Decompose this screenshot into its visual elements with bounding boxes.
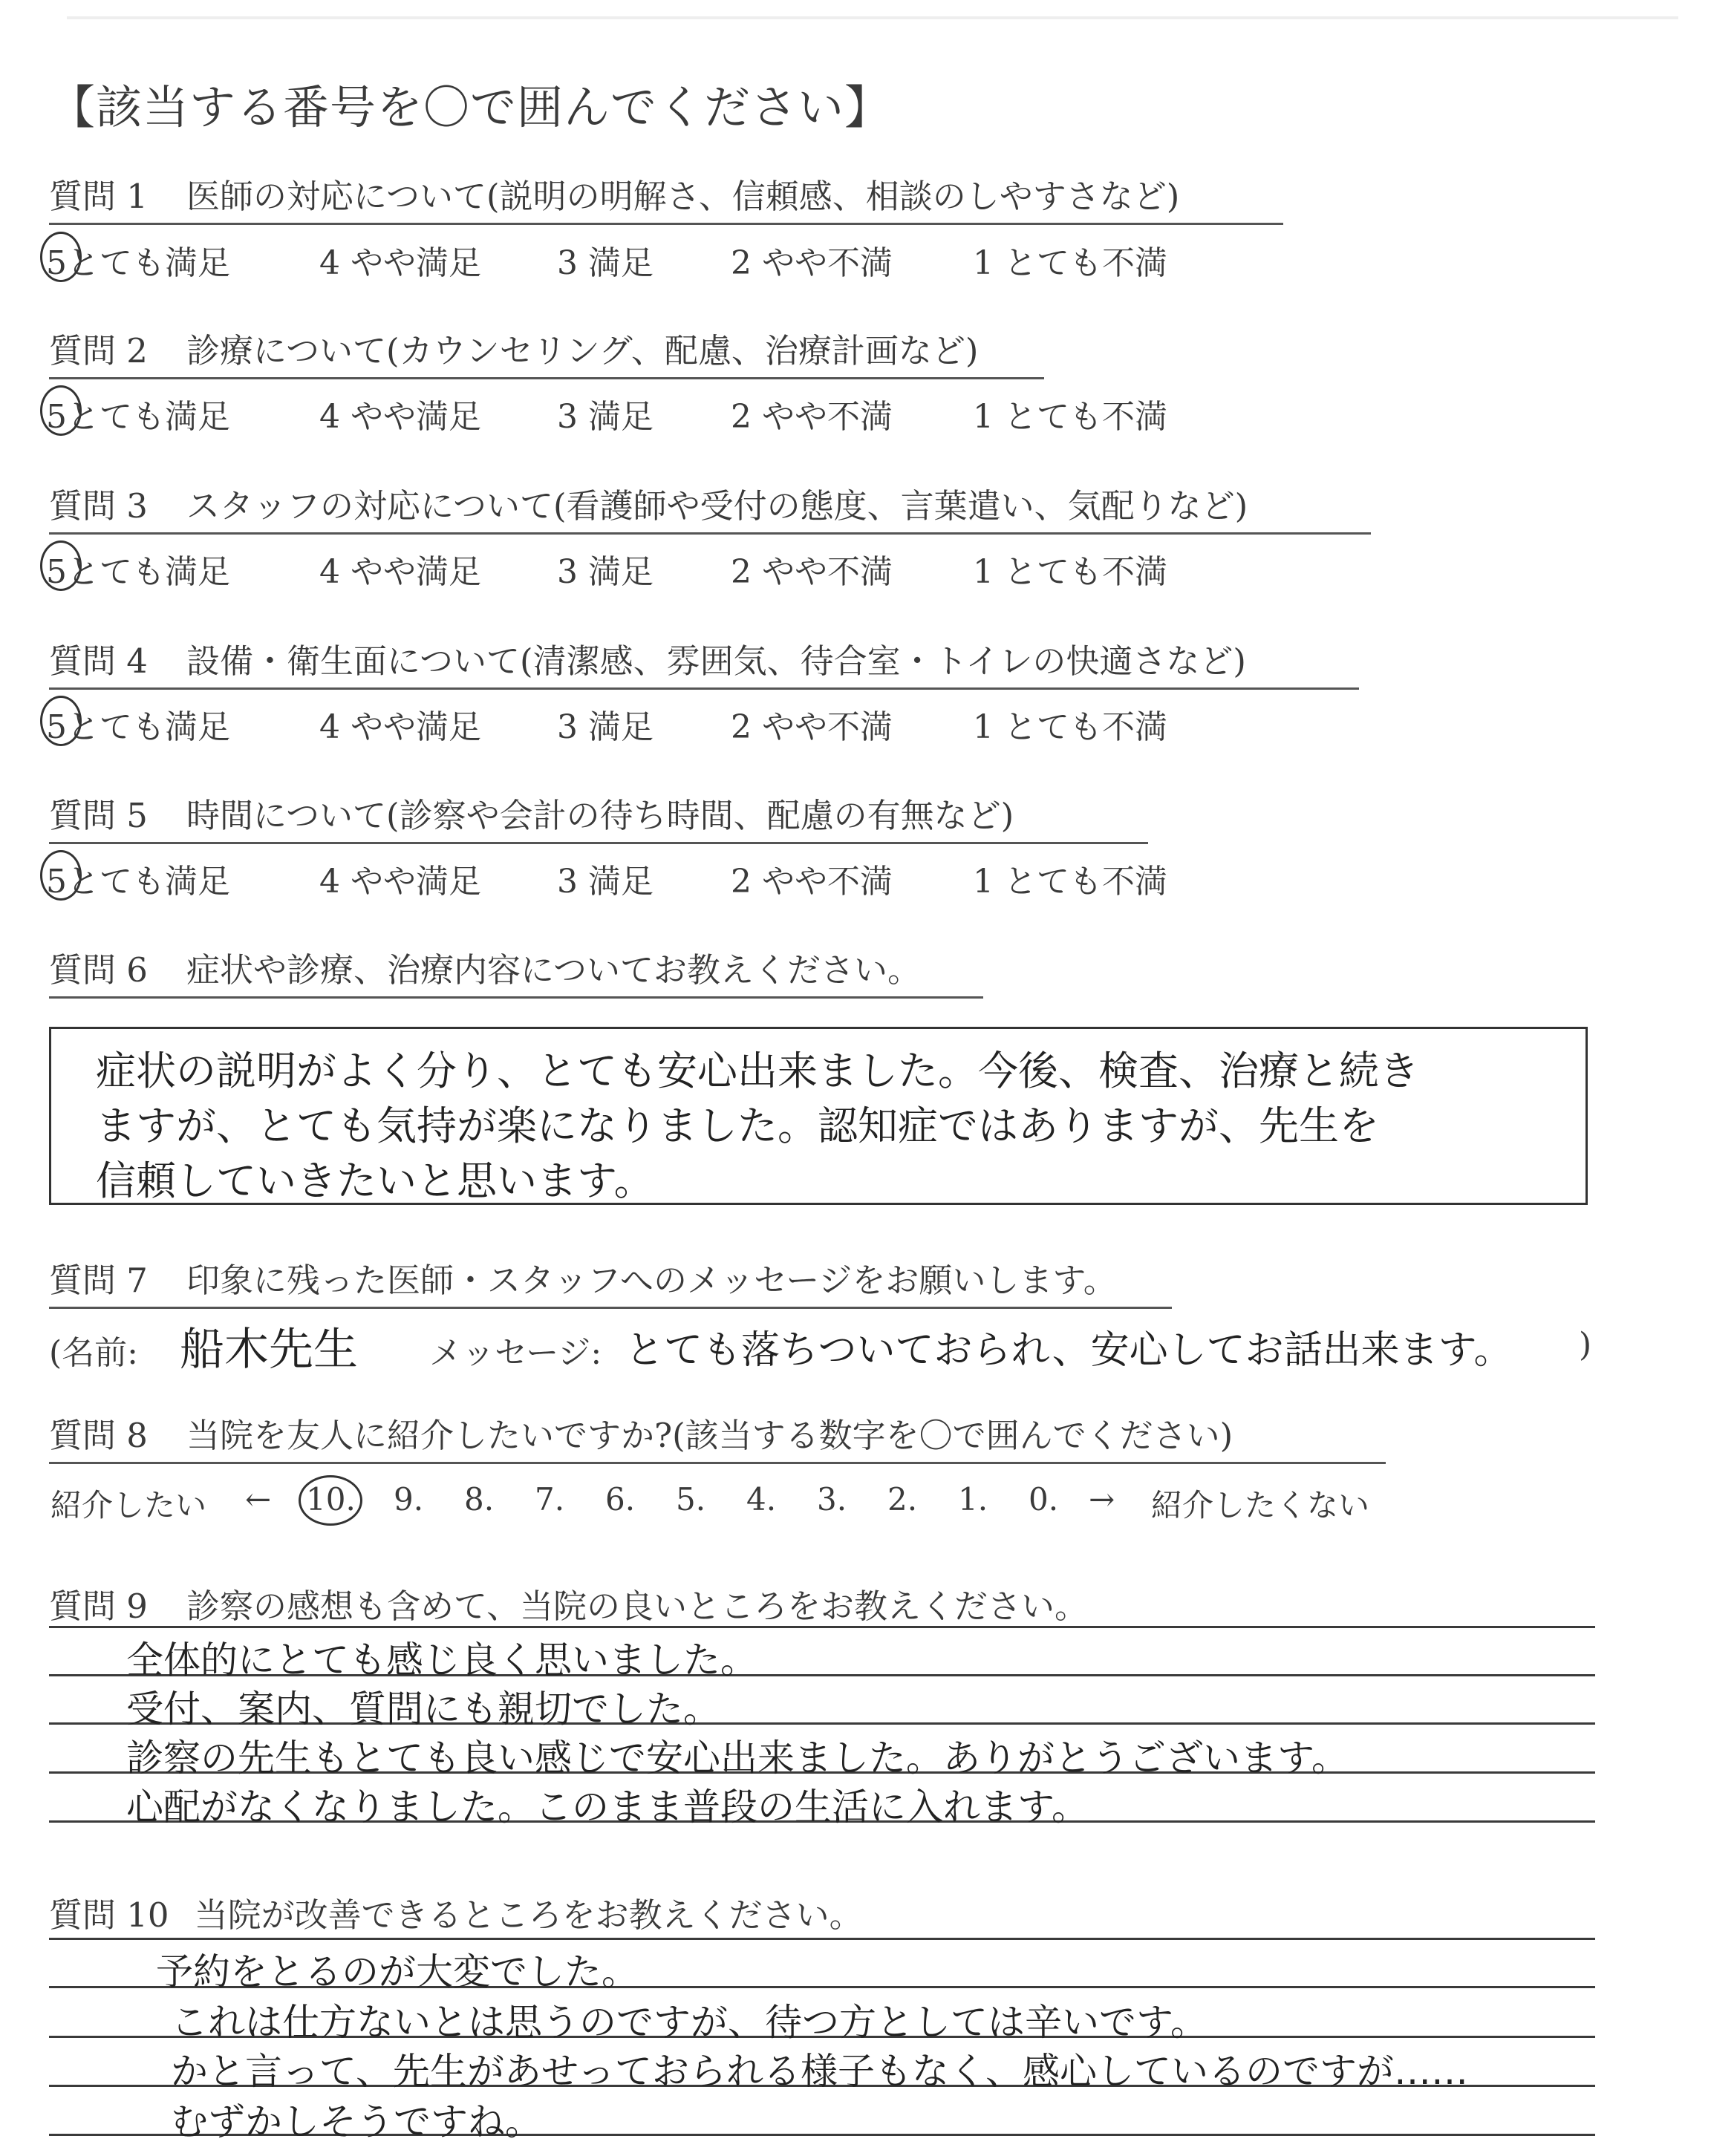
choice-2[interactable]: 2 やや不満 [731, 244, 893, 282]
answer-rule [49, 1626, 1595, 1628]
question-8-heading [49, 1408, 1233, 1457]
question-4-heading [49, 634, 1246, 682]
name-value[interactable]: 船木先生 [180, 1324, 358, 1376]
name-label: (名前: [49, 1334, 138, 1372]
question-underline [49, 223, 1283, 225]
message-label: メッセージ: [429, 1334, 602, 1372]
question-text: 症状や診療、治療内容についてお教えください。 [186, 950, 922, 990]
question-9-heading [49, 1579, 1088, 1627]
question-underline [49, 842, 1148, 844]
scale-option-8[interactable]: 8. [464, 1481, 495, 1518]
choice-2[interactable]: 2 やや不満 [731, 553, 893, 591]
question-underline [49, 377, 1044, 379]
selected-circle [40, 540, 82, 591]
question-text: 時間について(診察や会計の待ち時間、配慮の有無など) [186, 796, 1014, 835]
question-text: 医師の対応について(説明の明解さ、信頼感、相談のしやすさなど) [186, 177, 1180, 216]
message-value[interactable]: とても落ちついておられ、安心してお話出来ます。 [625, 1328, 1513, 1373]
question-text: スタッフの対応について(看護師や受付の態度、言葉遣い、気配りなど) [186, 486, 1248, 526]
selected-circle [40, 385, 82, 436]
q9-answer-line: 心配がなくなりました。このまま普段の生活に入れます。 [126, 1786, 1089, 1829]
handwritten-line: 症状の説明がよく分り、とても安心出来ました。今後、検査、治療と続き [96, 1048, 1419, 1094]
q9-answer-line: 診察の先生もとても良い感じで安心出来ました。ありがとうございます。 [126, 1737, 1349, 1780]
scale-right-label: 紹介したくない [1151, 1487, 1370, 1523]
question-3-heading [49, 479, 1248, 527]
top-edge-line [67, 16, 1678, 19]
q6-answer-box[interactable] [49, 1027, 1588, 1205]
selected-circle [40, 696, 82, 746]
selected-circle [299, 1475, 362, 1526]
question-number: 質問 1 [49, 177, 148, 216]
scale-option-9[interactable]: 9. [394, 1481, 424, 1518]
page-title: 【該当する番号を〇で囲んでください】 [49, 80, 892, 134]
question-number: 質問 10 [49, 1895, 169, 1935]
choice-5[interactable]: 5とても満足 [46, 700, 230, 748]
choice-2[interactable]: 2 やや不満 [731, 708, 893, 746]
question-number: 質問 4 [49, 641, 148, 681]
choice-3[interactable]: 3 満足 [557, 863, 654, 901]
q10-answer-line: 予約をとるのが大変でした。 [156, 1950, 639, 1993]
question-underline [49, 1307, 1172, 1309]
question-10-heading [49, 1888, 863, 1936]
question-underline [49, 1462, 1386, 1464]
answer-rule [49, 1938, 1595, 1940]
choice-3[interactable]: 3 満足 [557, 398, 654, 436]
question-1-heading [49, 169, 1179, 218]
handwritten-line: 信頼していきたいと思います。 [96, 1157, 654, 1204]
question-underline [49, 532, 1371, 535]
choice-4[interactable]: 4 やや満足 [319, 398, 481, 436]
question-5-heading [49, 788, 1014, 837]
question-underline [49, 687, 1359, 690]
choice-1[interactable]: 1 とても不満 [973, 863, 1167, 901]
scale-left-label: 紹介したい [50, 1487, 207, 1523]
handwritten-line: ますが、とても気持が楽になりました。認知症ではありますが、先生を [96, 1102, 1379, 1149]
choice-3[interactable]: 3 満足 [557, 553, 654, 591]
selected-circle [40, 232, 82, 282]
choice-5[interactable]: 5とても満足 [46, 855, 230, 902]
choice-2[interactable]: 2 やや不満 [731, 863, 893, 901]
scale-option-6[interactable]: 6. [605, 1481, 636, 1518]
q10-answer-line: かと言って、先生があせっておられる様子もなく、感心しているのですが…… [171, 2050, 1468, 2093]
question-number: 質問 3 [49, 486, 148, 526]
choice-1[interactable]: 1 とても不満 [973, 553, 1167, 591]
question-text: 設備・衛生面について(清潔感、雰囲気、待合室・トイレの快適さなど) [186, 641, 1246, 681]
question-text: 診察の感想も含めて、当院の良いところをお教えください。 [186, 1587, 1089, 1626]
question-text: 当院が改善できるところをお教えください。 [194, 1895, 863, 1935]
scale-option-7[interactable]: 7. [535, 1481, 565, 1518]
question-text: 当院を友人に紹介したいですか?(該当する数字を〇で囲んでください) [186, 1416, 1233, 1455]
scale-option-2[interactable]: 2. [887, 1481, 918, 1518]
q9-answer-line: 全体的にとても感じ良く思いました。 [126, 1639, 757, 1682]
choice-1[interactable]: 1 とても不満 [973, 398, 1167, 436]
question-number: 質問 9 [49, 1587, 148, 1626]
question-number: 質問 7 [49, 1261, 148, 1300]
choice-3[interactable]: 3 満足 [557, 244, 654, 282]
choice-5[interactable]: 5とても満足 [46, 390, 230, 437]
scale-option-0[interactable]: 0. [1029, 1481, 1059, 1518]
choice-2[interactable]: 2 やや不満 [731, 398, 893, 436]
question-number: 質問 8 [49, 1416, 148, 1455]
choice-1[interactable]: 1 とても不満 [973, 708, 1167, 746]
scale-option-1[interactable]: 1. [958, 1481, 988, 1518]
arrow-right-icon: → [1089, 1481, 1115, 1518]
question-text: 診療について(カウンセリング、配慮、治療計画など) [186, 331, 979, 370]
question-number: 質問 6 [49, 950, 148, 990]
arrow-left-icon: ← [245, 1481, 272, 1518]
choice-4[interactable]: 4 やや満足 [319, 244, 481, 282]
choice-1[interactable]: 1 とても不満 [973, 244, 1167, 282]
q9-answer-line: 受付、案内、質問にも親切でした。 [126, 1688, 720, 1731]
scale-option-10[interactable]: 10. [306, 1481, 356, 1518]
close-paren: ) [1579, 1326, 1592, 1364]
selected-circle [40, 850, 82, 901]
choice-4[interactable]: 4 やや満足 [319, 708, 481, 746]
question-7-heading [49, 1253, 1117, 1301]
question-text: 印象に残った医師・スタッフへのメッセージをお願いします。 [186, 1261, 1117, 1300]
scale-option-4[interactable]: 4. [746, 1481, 777, 1518]
scale-option-3[interactable]: 3. [817, 1481, 847, 1518]
question-number: 質問 5 [49, 796, 148, 835]
q10-answer-line: これは仕方ないとは思うのですが、待つ方としては辛いです。 [171, 2001, 1208, 2044]
question-underline [49, 996, 983, 999]
question-6-heading [49, 943, 921, 991]
choice-4[interactable]: 4 やや満足 [319, 553, 481, 591]
choice-4[interactable]: 4 やや満足 [319, 863, 481, 901]
scale-option-5[interactable]: 5. [676, 1481, 706, 1518]
choice-5[interactable]: 5とても満足 [46, 236, 230, 284]
choice-3[interactable]: 3 満足 [557, 708, 654, 746]
choice-5[interactable]: 5とても満足 [46, 545, 230, 592]
question-2-heading [49, 324, 978, 372]
q10-answer-line: むずかしそうですね。 [171, 2100, 542, 2143]
question-number: 質問 2 [49, 331, 148, 370]
